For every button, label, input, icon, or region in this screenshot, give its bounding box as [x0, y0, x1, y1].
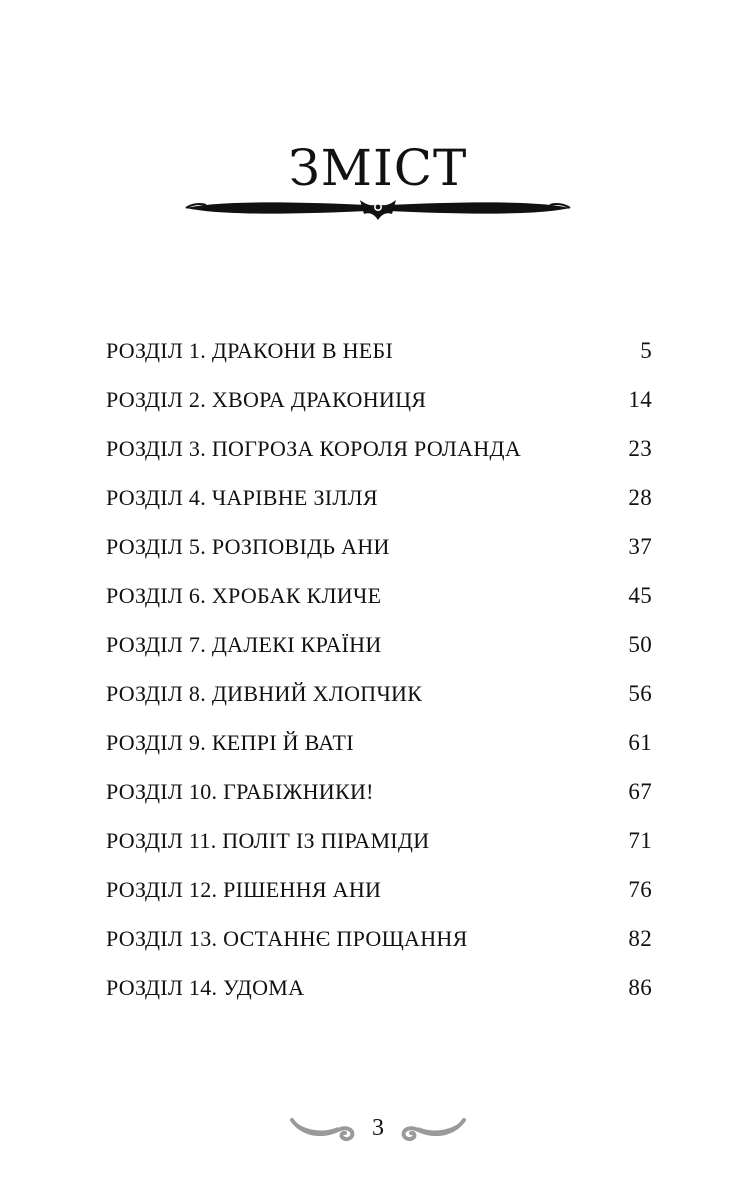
toc-entry-9[interactable]: [106, 718, 652, 767]
toc-entry-page: 23: [628, 435, 652, 461]
toc-entry-10[interactable]: [106, 767, 652, 816]
page-number: 3: [372, 1115, 384, 1141]
toc-entry-page: 50: [628, 631, 652, 657]
toc-entry-title: РОЗДІЛ 1. ДРАКОНИ В НЕБІ: [106, 337, 394, 363]
toc-entry-14[interactable]: [106, 963, 652, 1012]
toc-entry-title: РОЗДІЛ 4. ЧАРІВНЕ ЗІЛЛЯ: [106, 484, 378, 510]
toc-entry-page: 37: [628, 533, 652, 559]
toc-entry-page: 45: [628, 582, 652, 608]
table-of-contents: [106, 326, 652, 1012]
page-footer: [0, 1108, 756, 1148]
toc-entry-title: РОЗДІЛ 14. УДОМА: [106, 974, 305, 1000]
toc-entry-page: 5: [640, 337, 652, 363]
toc-entry-title: РОЗДІЛ 8. ДИВНИЙ ХЛОПЧИК: [106, 680, 423, 706]
toc-entry-title: РОЗДІЛ 2. ХВОРА ДРАКОНИЦЯ: [106, 386, 427, 412]
toc-entry-title: РОЗДІЛ 3. ПОГРОЗА КОРОЛЯ РОЛАНДА: [106, 435, 522, 461]
toc-entry-page: 76: [628, 876, 652, 902]
toc-entry-11[interactable]: [106, 816, 652, 865]
toc-entry-page: 61: [628, 729, 652, 755]
toc-entry-page: 86: [628, 974, 652, 1000]
toc-entry-13[interactable]: [106, 914, 652, 963]
toc-entry-title: РОЗДІЛ 7. ДАЛЕКІ КРАЇНИ: [106, 631, 382, 657]
toc-entry-page: 71: [628, 827, 652, 853]
toc-entry-12[interactable]: [106, 865, 652, 914]
toc-entry-5[interactable]: [106, 522, 652, 571]
toc-entry-page: 14: [628, 386, 652, 412]
toc-entry-3[interactable]: [106, 424, 652, 473]
toc-entry-7[interactable]: [106, 620, 652, 669]
page-title: ЗМІСТ: [288, 138, 468, 197]
toc-entry-title: РОЗДІЛ 11. ПОЛІТ ІЗ ПІРАМІДИ: [106, 827, 430, 853]
toc-entry-page: 56: [628, 680, 652, 706]
toc-entry-page: 82: [628, 925, 652, 951]
toc-entry-4[interactable]: [106, 473, 652, 522]
toc-entry-title: РОЗДІЛ 9. КЕПРІ Й ВАТІ: [106, 729, 354, 755]
toc-entry-title: РОЗДІЛ 6. ХРОБАК КЛИЧЕ: [106, 582, 382, 608]
toc-entry-6[interactable]: [106, 571, 652, 620]
toc-entry-page: 28: [628, 484, 652, 510]
ornamental-divider-icon: [182, 190, 574, 226]
toc-entry-2[interactable]: [106, 375, 652, 424]
toc-entry-title: РОЗДІЛ 12. РІШЕННЯ АНИ: [106, 876, 382, 902]
toc-entry-1[interactable]: [106, 326, 652, 375]
toc-entry-8[interactable]: [106, 669, 652, 718]
toc-entry-title: РОЗДІЛ 13. ОСТАННЄ ПРОЩАННЯ: [106, 925, 468, 951]
swirl-left-icon: [290, 1114, 356, 1142]
toc-entry-title: РОЗДІЛ 5. РОЗПОВІДЬ АНИ: [106, 533, 390, 559]
swirl-right-icon: [400, 1114, 466, 1142]
toc-entry-page: 67: [628, 778, 652, 804]
toc-entry-title: РОЗДІЛ 10. ГРАБІЖНИКИ!: [106, 778, 374, 804]
